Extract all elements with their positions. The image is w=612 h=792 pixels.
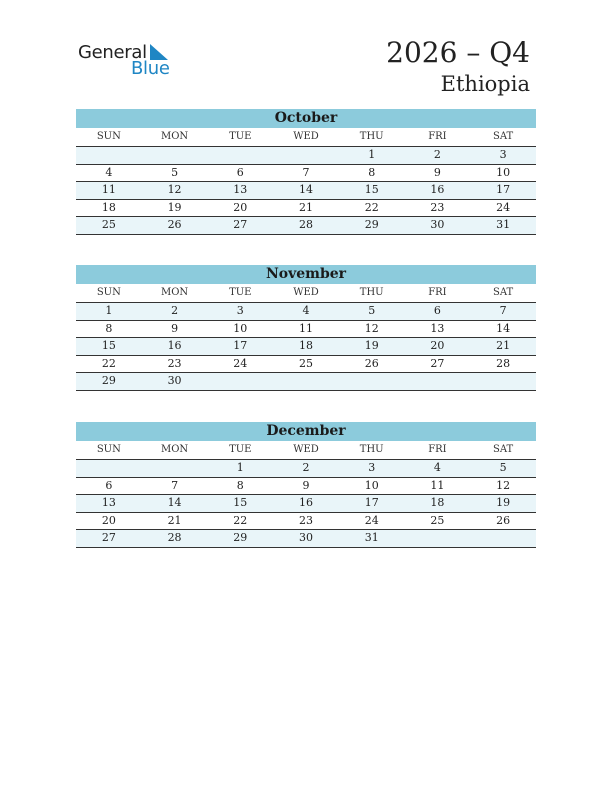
weekday-label: FRI [428,287,447,298]
week-row [76,321,536,339]
week-row [76,460,536,478]
day-cell: 29 [364,218,379,231]
weekday-label: SAT [493,287,514,298]
day-cell: 21 [298,200,313,214]
day-cell: 19 [364,339,379,352]
day-cell: 21 [167,513,182,527]
day-cell [405,530,471,547]
day-cell: 7 [499,304,507,317]
week-row [76,373,536,391]
day-cell: 24 [496,200,511,214]
weekday-label: THU [359,131,384,142]
brand-name-blue: Blue [131,58,170,79]
weekday-label: THU [359,444,384,455]
day-cell: 15 [364,183,379,196]
day-cell: 10 [364,478,379,492]
day-cell: 13 [101,496,116,509]
day-cell [405,373,471,390]
weekday-label: TUE [229,287,252,298]
day-cell: 16 [430,183,445,196]
week-row [76,478,536,496]
day-cell: 1 [105,304,113,317]
day-cell: 18 [298,339,313,352]
weekday-label: TUE [229,131,252,142]
day-cell: 15 [101,339,116,352]
weekday-label: SAT [493,444,514,455]
day-cell: 31 [364,531,379,544]
day-cell: 21 [496,339,511,352]
day-cell [339,373,405,390]
week-row [76,338,536,356]
day-cell: 22 [364,200,379,214]
day-cell: 13 [430,321,445,335]
day-cell: 27 [430,356,445,370]
day-cell: 3 [368,461,376,474]
day-cell: 11 [298,321,313,335]
day-cell: 4 [105,165,113,179]
day-cell: 28 [298,218,313,231]
day-cell: 9 [171,321,179,335]
month-calendar-november [76,265,536,391]
day-cell: 11 [101,183,116,196]
day-cell: 26 [496,513,511,527]
week-row [76,303,536,321]
day-cell [76,147,142,164]
week-row [76,530,536,548]
day-cell [470,373,536,390]
day-cell: 2 [433,148,441,161]
day-cell: 12 [167,183,182,196]
day-cell: 4 [433,461,441,474]
day-cell: 26 [167,218,182,231]
day-cell: 15 [233,496,248,509]
week-row [76,182,536,200]
month-header: November [76,265,536,284]
weekday-row [76,441,536,460]
day-cell: 22 [233,513,248,527]
weekday-label: MON [160,444,189,455]
day-cell: 3 [499,148,507,161]
day-cell: 5 [368,304,376,317]
day-cell [142,460,208,477]
day-cell: 6 [433,304,441,317]
day-cell: 20 [101,513,116,527]
day-cell: 24 [364,513,379,527]
day-cell: 16 [298,496,313,509]
day-cell [76,460,142,477]
day-cell [207,147,273,164]
day-cell: 31 [496,218,511,231]
weekday-label: SUN [96,287,121,298]
day-cell: 23 [167,356,182,370]
day-cell: 12 [496,478,511,492]
day-cell: 29 [233,531,248,544]
day-cell: 14 [496,321,511,335]
page-subtitle: Ethiopia [440,72,530,96]
week-row [76,495,536,513]
weekday-label: THU [359,287,384,298]
weekday-label: TUE [229,444,252,455]
day-cell: 30 [430,218,445,231]
day-cell [470,530,536,547]
weekday-label: SUN [96,444,121,455]
day-cell: 22 [101,356,116,370]
day-cell: 5 [499,461,507,474]
day-cell: 11 [430,478,445,492]
month-header: October [76,109,536,128]
weekday-row [76,284,536,303]
weekday-label: SAT [493,131,514,142]
day-cell: 6 [236,165,244,179]
day-cell: 3 [236,304,244,317]
week-row [76,147,536,165]
day-cell: 27 [233,218,248,231]
month-calendar-december [76,422,536,548]
day-cell: 2 [171,304,179,317]
day-cell: 8 [368,165,376,179]
day-cell: 10 [496,165,511,179]
day-cell: 10 [233,321,248,335]
day-cell [207,373,273,390]
day-cell: 8 [236,478,244,492]
weekday-label: MON [160,287,189,298]
brand-name-general: General [78,42,147,63]
day-cell: 17 [364,496,379,509]
day-cell: 23 [298,513,313,527]
day-cell: 30 [167,374,182,387]
week-row [76,513,536,531]
day-cell: 13 [233,183,248,196]
day-cell: 25 [298,356,313,370]
weekday-label: WED [293,444,319,455]
day-cell: 25 [101,218,116,231]
day-cell: 7 [302,165,310,179]
weekday-label: FRI [428,444,447,455]
day-cell: 6 [105,478,113,492]
day-cell: 14 [298,183,313,196]
day-cell: 28 [496,356,511,370]
day-cell [142,147,208,164]
day-cell: 7 [171,478,179,492]
month-header: December [76,422,536,441]
week-row [76,200,536,218]
day-cell: 4 [302,304,310,317]
day-cell: 30 [298,531,313,544]
day-cell: 28 [167,531,182,544]
month-calendar-october [76,109,536,235]
day-cell: 12 [364,321,379,335]
weekday-label: WED [293,287,319,298]
day-cell: 8 [105,321,113,335]
day-cell: 18 [430,496,445,509]
day-cell [273,373,339,390]
week-row [76,217,536,235]
day-cell: 20 [233,200,248,214]
day-cell: 5 [171,165,179,179]
day-cell: 20 [430,339,445,352]
day-cell: 23 [430,200,445,214]
day-cell: 14 [167,496,182,509]
day-cell: 9 [302,478,310,492]
day-cell: 1 [368,148,376,161]
week-row [76,356,536,374]
week-row [76,165,536,183]
day-cell: 25 [430,513,445,527]
weekday-row [76,128,536,147]
weekday-label: SUN [96,131,121,142]
weekday-label: FRI [428,131,447,142]
day-cell: 26 [364,356,379,370]
weekday-label: MON [160,131,189,142]
day-cell: 18 [101,200,116,214]
day-cell: 2 [302,461,310,474]
day-cell: 19 [167,200,182,214]
day-cell: 16 [167,339,182,352]
weekday-label: WED [293,131,319,142]
day-cell: 27 [101,531,116,544]
day-cell: 24 [233,356,248,370]
page-title: 2026 – Q4 [386,36,530,69]
day-cell: 29 [101,374,116,387]
day-cell: 1 [236,461,244,474]
day-cell: 17 [233,339,248,352]
day-cell: 17 [496,183,511,196]
day-cell: 19 [496,496,511,509]
day-cell [273,147,339,164]
brand-logo [78,40,188,80]
day-cell: 9 [433,165,441,179]
